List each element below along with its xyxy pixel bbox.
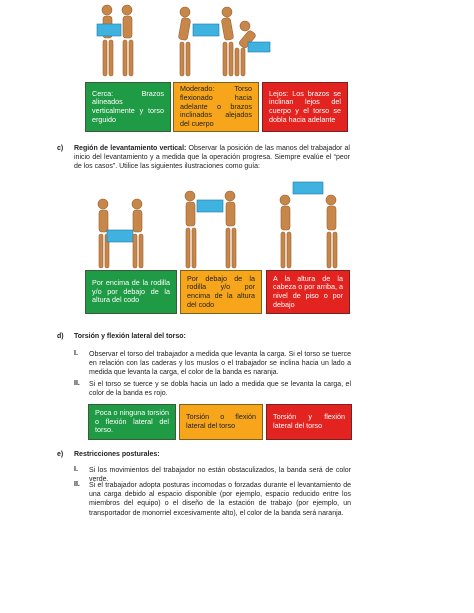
section-d-label: d) [57, 333, 64, 340]
lift-distance-illustrations-top [85, 2, 275, 82]
torsion-orange-text: Torsión o flexión lateral del torso [186, 412, 256, 430]
section-e-item-2-text: Si el trabajador adopta posturas incomodas o forzadas durante el levantamiento de una carga debido al espacio disponible (por ejemplo, espacio reducido entre los miembros del equipo) o el diseño de la estación de trabajo (por ejemplo, un transportador de monorriel excesivamente alto), el color de la banda será naranja. [89, 482, 351, 517]
torsion-green-box [88, 404, 176, 440]
far-red-text: Lejos: Los brazos se inclinan lejos del cuerpo y el torso se dobla hacia adelante [269, 88, 341, 124]
height-green-box [85, 270, 177, 314]
torsion-green-text: Poca o ninguna torsión o flexión lateral del torso. [95, 408, 169, 435]
wooden-figure-near-icon [97, 5, 121, 76]
section-d-item-2-text: Si el torso se tuerce y se dobla hacia un lado a medida que se levanta la carga, el color de la banda es rojo. [89, 381, 351, 398]
wooden-figure-chest-lift-icon [185, 191, 236, 268]
wooden-figure-overhead-lift-icon [280, 182, 337, 268]
section-e-item-1-number: I. [74, 466, 78, 473]
torsion-orange-box [179, 404, 263, 440]
section-e-item-1-text: Si los movimientos del trabajador no están obstaculizados, la banda será de color verde. [89, 467, 351, 484]
section-e-label: e) [57, 451, 64, 458]
height-green-text: Por encima de la rodilla y/o por debajo de la altura del codo [92, 278, 170, 305]
torsion-red-box [266, 404, 352, 440]
section-d-item-2-number: II. [74, 380, 80, 387]
near-green-box [85, 82, 171, 132]
section-d-title: Torsión y flexión lateral del torso: [74, 333, 186, 340]
height-red-text: A la altura de la cabeza o por arriba, a nivel de piso o por debajo [273, 273, 343, 309]
section-c-label: c) [57, 145, 64, 152]
section-e-title: Restricciones posturales: [74, 451, 160, 458]
wooden-figure-waist-lift-icon [98, 199, 143, 268]
section-c-body: Observar la posición de las manos del trabajador al inicio del levantamiento y a medida que la operación progresa. Siempre evalúe el “peor de los casos”. Utilice las siguientes ilustraciones como guía: [74, 145, 350, 170]
moderate-orange-box [173, 82, 259, 132]
height-orange-text: Por debajo de la rodilla y/o por encima de la altura del codo [187, 273, 255, 309]
wooden-figure-moderate-icon [178, 7, 234, 76]
section-c-paragraph [74, 145, 350, 172]
section-d-item-1-number: I. [74, 350, 78, 357]
section-d-item-1-text: Observar el torso del trabajador a medida que levanta la carga. Si el torso se tuerce en relación con las caderas y los muslos o el trabajador se inclina hacia un lado a medida que levanta la carga, el color de la banda es naranja. [89, 351, 351, 377]
height-red-box [266, 270, 350, 314]
moderate-orange-text: Moderado: Torso flexionado hacia adelante o brazos inclinados alejados del cuerpo [180, 84, 252, 128]
wooden-figure-far-icon [235, 21, 270, 76]
torsion-red-text: Torsión y flexión lateral del torso [273, 412, 345, 430]
far-red-box [262, 82, 348, 132]
near-green-text: Cerca: Brazos alineados verticalmente y torso erguido [92, 88, 164, 124]
lift-height-illustrations [85, 180, 350, 270]
section-e-item-2-number: II. [74, 481, 80, 488]
wooden-figure-near-2-icon [122, 5, 133, 76]
height-orange-box [180, 270, 262, 314]
section-c-title: Región de levantamiento vertical: [74, 145, 187, 152]
